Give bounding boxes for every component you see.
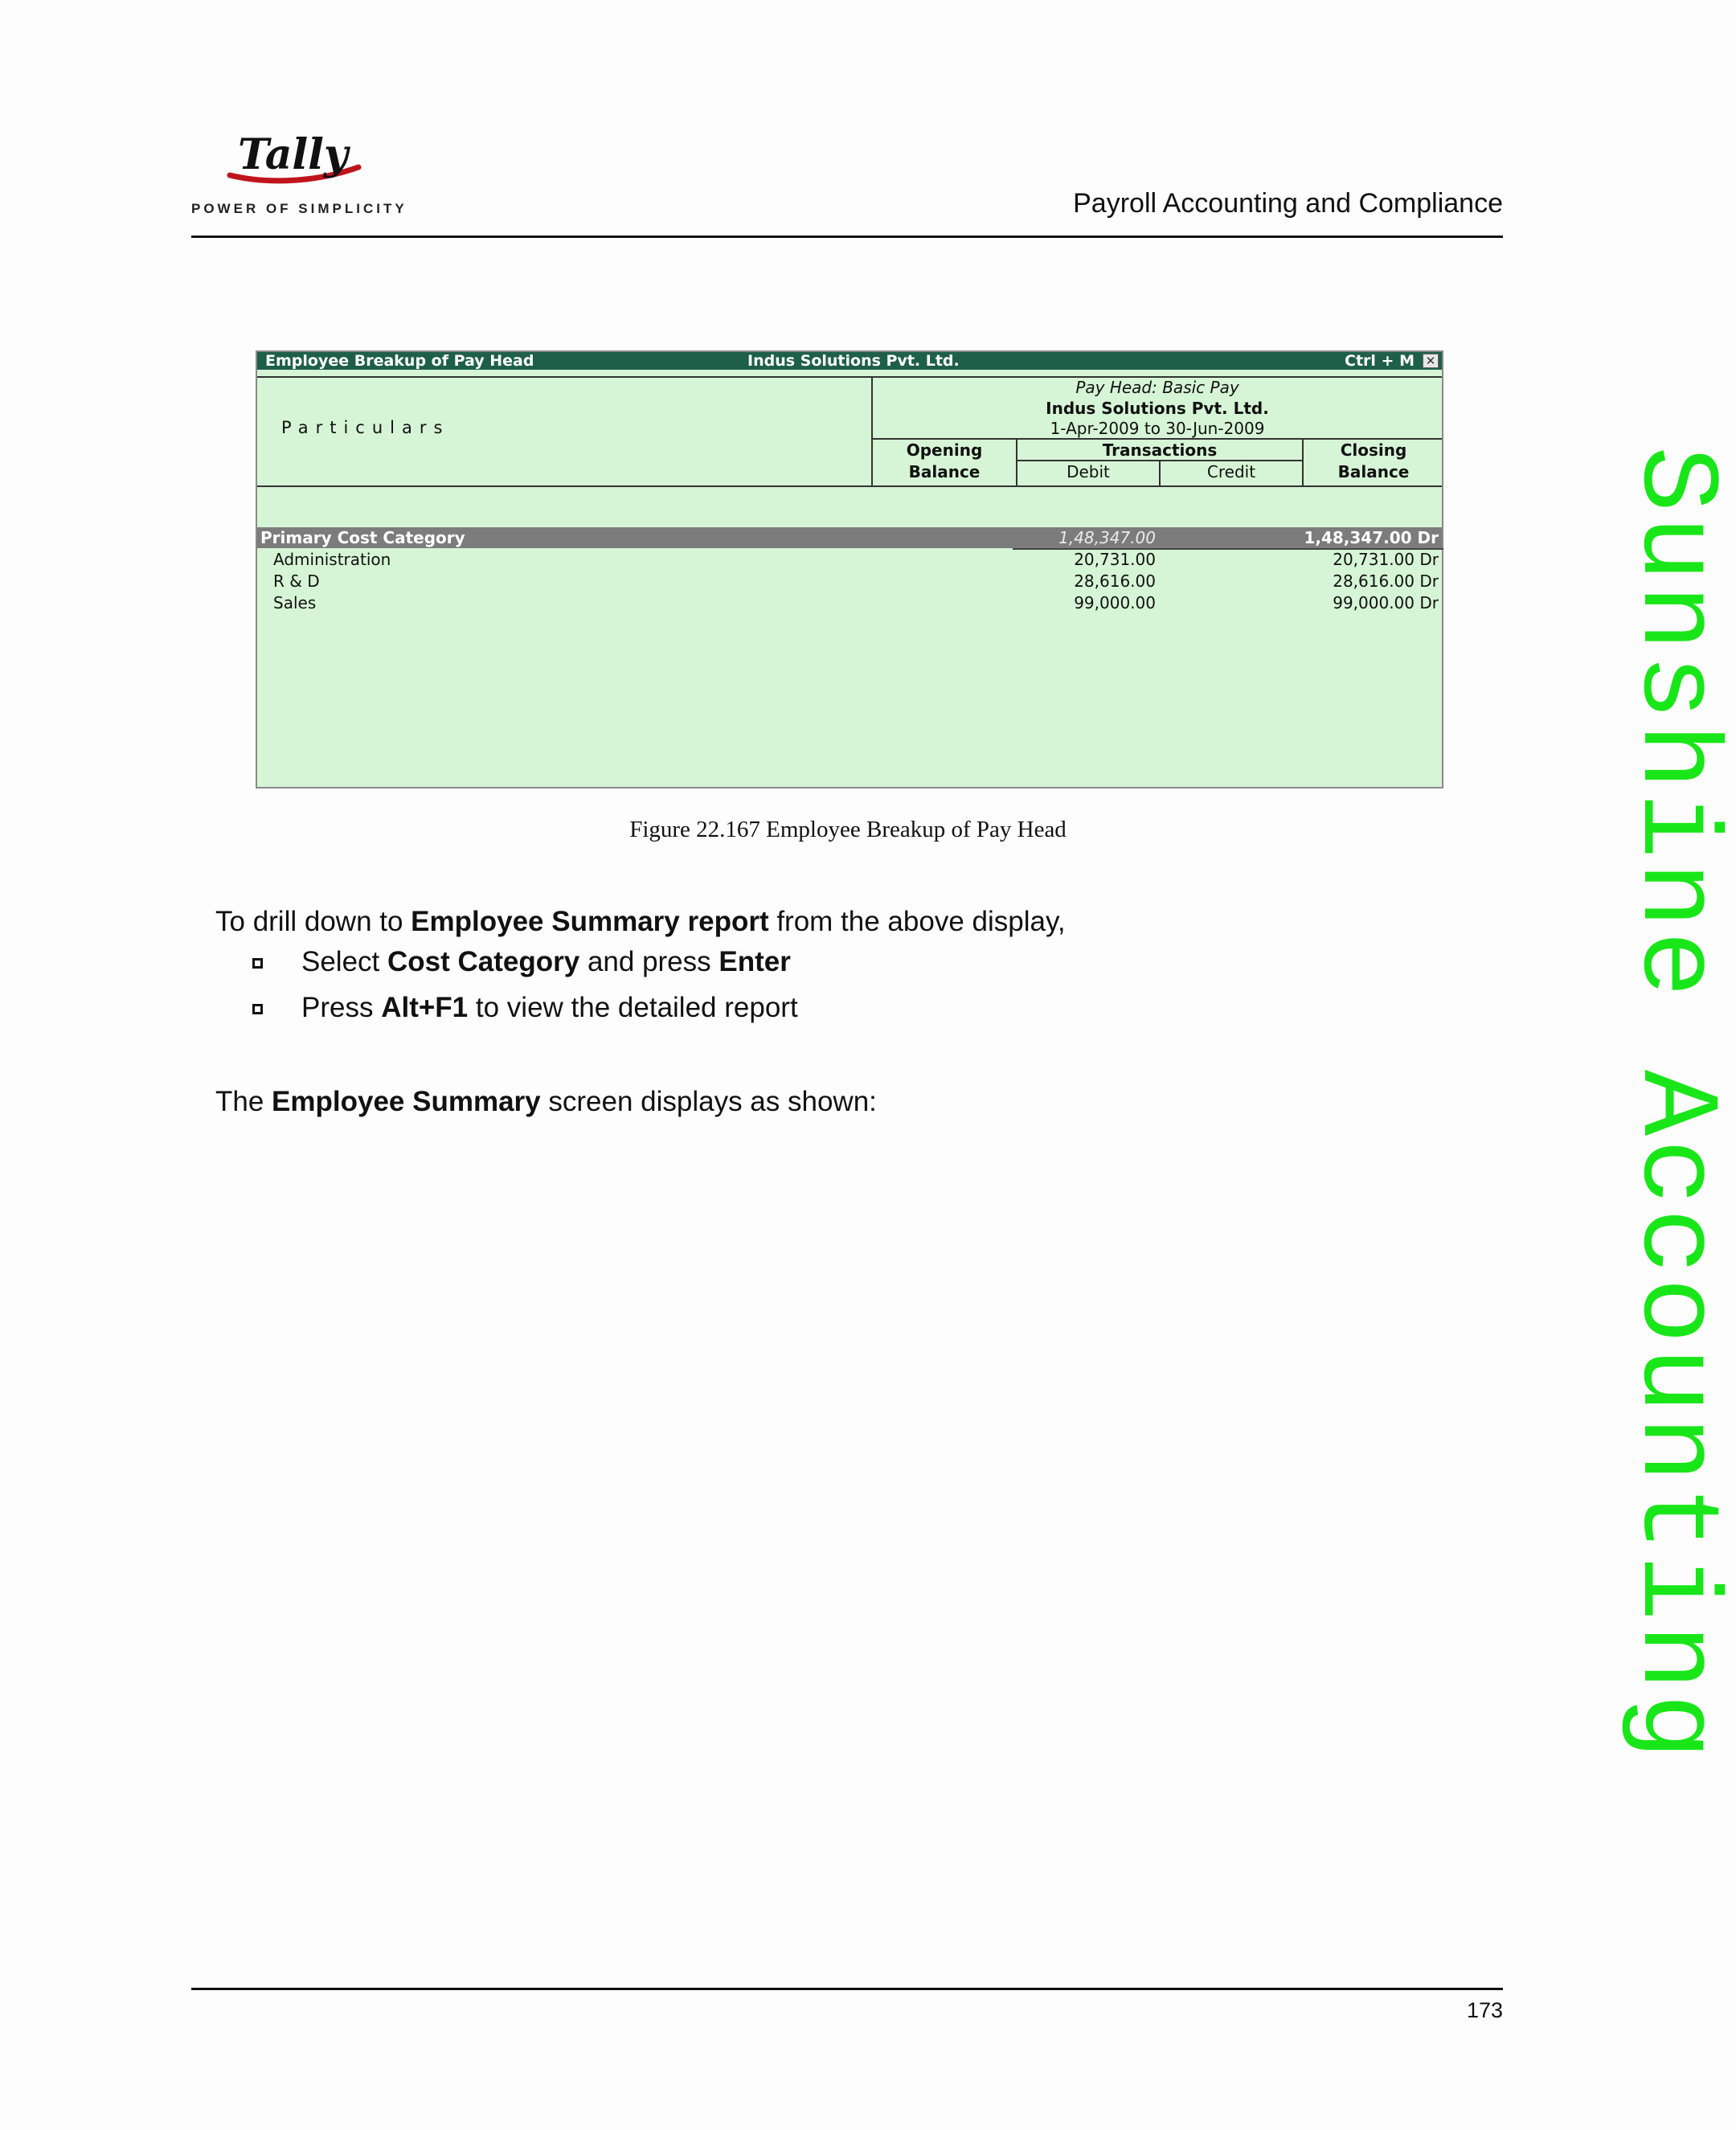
logo-tagline: POWER OF SIMPLICITY <box>191 201 407 216</box>
tally-report-window <box>256 350 1443 789</box>
tally-logo-mark <box>222 129 366 193</box>
shortcut-label: Ctrl + M <box>1345 352 1415 370</box>
row-closing: 20,731.00 Dr <box>1333 550 1439 569</box>
row-label: R & D <box>273 571 320 591</box>
close-icon[interactable]: ✕ <box>1423 354 1439 368</box>
primary-label: Primary Cost Category <box>260 528 465 547</box>
table-row[interactable] <box>257 550 1442 571</box>
particulars-header: Particulars <box>281 418 450 437</box>
bullet-item-1: Select Cost Category and press Enter <box>301 946 791 977</box>
bullet-square-icon <box>252 1004 263 1014</box>
company-name: Indus Solutions Pvt. Ltd. <box>747 352 960 370</box>
table-row[interactable] <box>257 571 1442 593</box>
row-debit: 99,000.00 <box>1074 593 1156 612</box>
col-debit: Debit <box>1067 462 1110 481</box>
col-opening-1: Opening <box>906 440 983 460</box>
row-closing: 28,616.00 Dr <box>1333 571 1439 591</box>
outro-paragraph: The Employee Summary screen displays as shown: <box>215 1086 877 1117</box>
row-label: Administration <box>273 550 391 569</box>
col-closing-2: Balance <box>1337 462 1410 481</box>
figure-caption: Figure 22.167 Employee Breakup of Pay Head <box>629 817 1067 842</box>
page-header-title: Payroll Accounting and Compliance <box>1073 188 1503 219</box>
pay-head-label: Pay Head: Basic Pay <box>1075 378 1239 397</box>
header-bottom-line <box>257 485 1442 487</box>
col-opening-2: Balance <box>908 462 981 481</box>
window-titlebar <box>257 352 1442 370</box>
report-period: 1-Apr-2009 to 30-Jun-2009 <box>1050 419 1265 438</box>
primary-closing: 1,48,347.00 Dr <box>1304 528 1439 547</box>
period-divider <box>871 438 1442 440</box>
row-label: Sales <box>273 593 317 612</box>
primary-cost-category-row[interactable] <box>257 527 1442 548</box>
page-number: 173 <box>1466 1998 1503 2022</box>
footer-divider <box>191 1988 1503 1990</box>
transactions-underline <box>1016 460 1302 461</box>
tally-logo <box>191 129 407 219</box>
primary-debit: 1,48,347.00 <box>1058 528 1156 547</box>
bullet-item-2: Press Alt+F1 to view the detailed report <box>301 992 798 1023</box>
col-transactions: Transactions <box>1102 440 1218 460</box>
logo-wordmark: Tally <box>238 130 349 179</box>
col-closing-1: Closing <box>1340 440 1407 460</box>
row-closing: 99,000.00 Dr <box>1333 593 1439 612</box>
intro-paragraph: To drill down to Employee Summary report from the above display, <box>215 906 1066 937</box>
bullet-square-icon <box>252 958 263 969</box>
report-title: Employee Breakup of Pay Head <box>265 352 534 370</box>
col-credit: Credit <box>1206 462 1256 481</box>
company-subtitle: Indus Solutions Pvt. Ltd. <box>1046 399 1269 418</box>
header-divider <box>191 236 1503 238</box>
table-row[interactable] <box>257 593 1442 615</box>
row-debit: 20,731.00 <box>1074 550 1156 569</box>
row-debit: 28,616.00 <box>1074 571 1156 591</box>
watermark: Sunshine Accounting <box>1611 446 1736 1763</box>
